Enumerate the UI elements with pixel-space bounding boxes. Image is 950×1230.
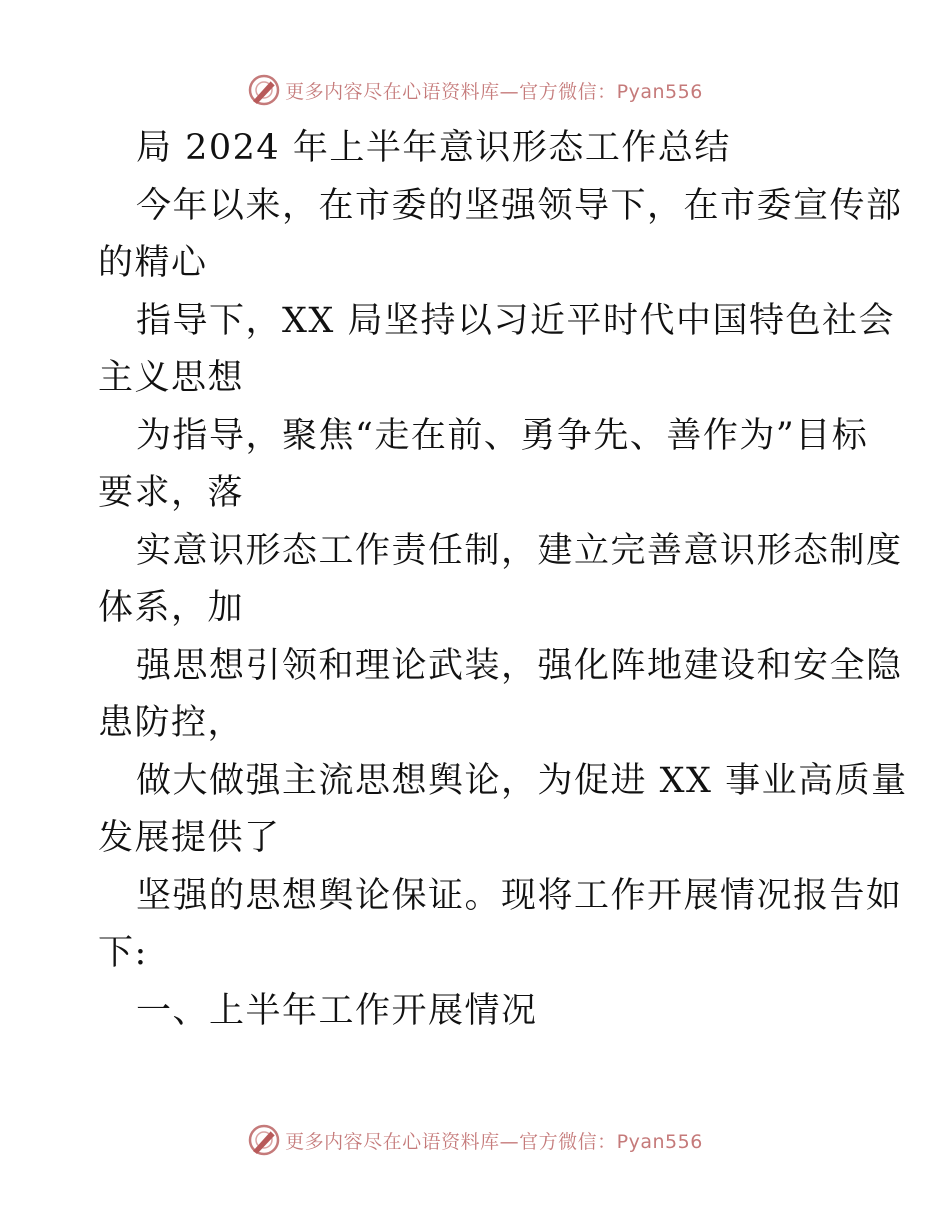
pen-logo-icon bbox=[247, 73, 281, 107]
paragraph-line: 下: bbox=[98, 933, 148, 973]
header-watermark bbox=[0, 70, 950, 110]
paragraph-line: 做大做强主流思想舆论，为促进 XX 事业高质量 bbox=[136, 760, 908, 801]
paragraph-line: 今年以来，在市委的坚强领导下，在市委宣传部 bbox=[136, 185, 903, 226]
document-title: 局 2024 年上半年意识形态工作总结 bbox=[136, 128, 731, 168]
paragraph-line: 主义思想 bbox=[98, 358, 245, 398]
watermark-text: 更多内容尽在心语资料库—官方微信：Pyan556 bbox=[285, 80, 703, 103]
footer-watermark bbox=[0, 1120, 950, 1160]
paragraph-line: 体系，加 bbox=[98, 588, 245, 628]
paragraph-line: 指导下，XX 局坚持以习近平时代中国特色社会 bbox=[136, 300, 895, 341]
paragraph-line: 发展提供了 bbox=[98, 818, 281, 858]
section-heading: 一、上半年工作开展情况 bbox=[136, 990, 538, 1031]
document-body bbox=[98, 120, 908, 1040]
watermark-text: 更多内容尽在心语资料库—官方微信：Pyan556 bbox=[285, 1130, 703, 1153]
paragraph-line: 患防控， bbox=[98, 703, 245, 743]
paragraph-line: 坚强的思想舆论保证。现将工作开展情况报告如 bbox=[136, 875, 903, 916]
paragraph-line: 为指导，聚焦“走在前、勇争先、善作为”目标 bbox=[136, 415, 869, 456]
paragraph-line: 要求，落 bbox=[98, 473, 245, 513]
pen-logo-icon bbox=[247, 1123, 281, 1157]
paragraph-line: 实意识形态工作责任制，建立完善意识形态制度 bbox=[136, 530, 903, 571]
paragraph-line: 强思想引领和理论武装，强化阵地建设和安全隐 bbox=[136, 645, 903, 686]
paragraph-line: 的精心 bbox=[98, 243, 208, 283]
